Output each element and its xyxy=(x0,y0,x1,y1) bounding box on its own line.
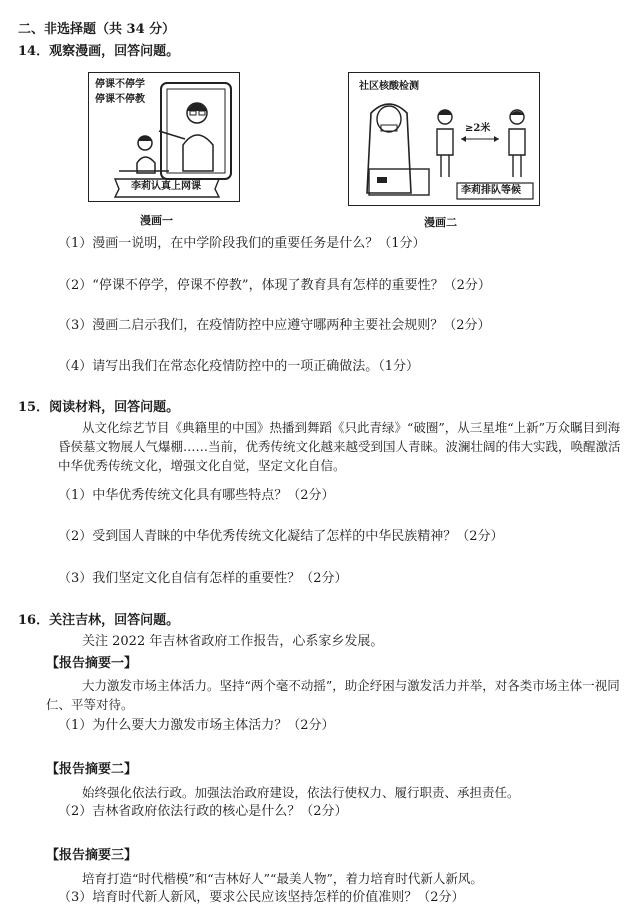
comic-2-distance-label: ≥2米 xyxy=(465,123,491,134)
comic-2-panel xyxy=(348,72,540,206)
comic-1-slogan-line-1: 停课不停学 xyxy=(95,79,145,90)
q16-intro: 关注 2022 年吉林省政府工作报告，心系家乡发展。 xyxy=(82,634,384,649)
q16-excerpt3-question: （3）培育时代新人新风，要求公民应该坚持怎样的价值准则？（2分） xyxy=(58,890,465,905)
q16-excerpt3-title: 【报告摘要三】 xyxy=(46,848,138,863)
comic-1-caption: 漫画一 xyxy=(140,214,173,227)
comic-1-slogan-line-2: 停课不停教 xyxy=(95,94,145,105)
q14-sub3: （3）漫画二启示我们，在疫情防控中应遵守哪两种主要社会规则？（2分） xyxy=(58,318,491,333)
q14-sub4: （4）请写出我们在常态化疫情防控中的一项正确做法。（1分） xyxy=(58,359,420,374)
q16-excerpt2-question: （2）吉林省政府依法行政的核心是什么？（2分） xyxy=(58,804,348,819)
q16-excerpt3-text: 培育打造“时代楷模”和“吉林好人”“最美人物”，着力培育时代新人新风。 xyxy=(82,871,483,886)
q15-sub2: （2）受到国人青睐的中华优秀传统文化凝结了怎样的中华民族精神？（2分） xyxy=(58,529,504,544)
comic-1-panel xyxy=(88,72,240,202)
q14-sub1: （1）漫画一说明，在中学阶段我们的重要任务是什么？（1分） xyxy=(58,236,426,251)
q16-excerpt2-title: 【报告摘要二】 xyxy=(46,762,138,777)
q14-title: 14．观察漫画，回答问题。 xyxy=(18,44,180,59)
q16-excerpt1-question: （1）为什么要大力激发市场主体活力？（2分） xyxy=(58,718,335,733)
comic-1-banner: 李莉认真上网课 xyxy=(131,181,201,192)
q14-sub2: （2）“停课不停学，停课不停教”，体现了教育具有怎样的重要性？（2分） xyxy=(58,278,491,293)
comic-2-sign: 社区核酸检测 xyxy=(359,81,419,92)
comic-2-banner: 李莉排队等候 xyxy=(461,185,521,196)
q16-title: 16．关注吉林，回答问题。 xyxy=(18,613,180,628)
comic-2-caption: 漫画二 xyxy=(424,216,457,229)
q16-excerpt1-text: 大力激发市场主体活力。坚持“两个毫不动摇”，助企纾困与激发活力并举，对各类市场主体一视同仁、平等对待。 xyxy=(46,678,620,712)
q15-material: 从文化综艺节目《典籍里的中国》热播到舞蹈《只此青绿》“破圈”，从三星堆“上新”万众瞩目到海昏侯墓文物展人气爆棚……当前，优秀传统文化越来越受到国人青睐。波澜壮阔的伟大实践，唤醒激活中华优秀传统文化，增强文化自觉，坚定文化自信。 xyxy=(58,420,621,473)
section-title: 二、非选择题（共 34 分） xyxy=(18,22,176,37)
q15-sub1: （1）中华优秀传统文化具有哪些特点？（2分） xyxy=(58,488,335,503)
q16-excerpt1-title: 【报告摘要一】 xyxy=(46,656,138,671)
q15-sub3: （3）我们坚定文化自信有怎样的重要性？（2分） xyxy=(58,571,348,586)
q16-excerpt2-text: 始终强化依法行政。加强法治政府建设，依法行使权力、履行职责、承担责任。 xyxy=(82,785,520,800)
q15-title: 15．阅读材料，回答问题。 xyxy=(18,400,180,415)
